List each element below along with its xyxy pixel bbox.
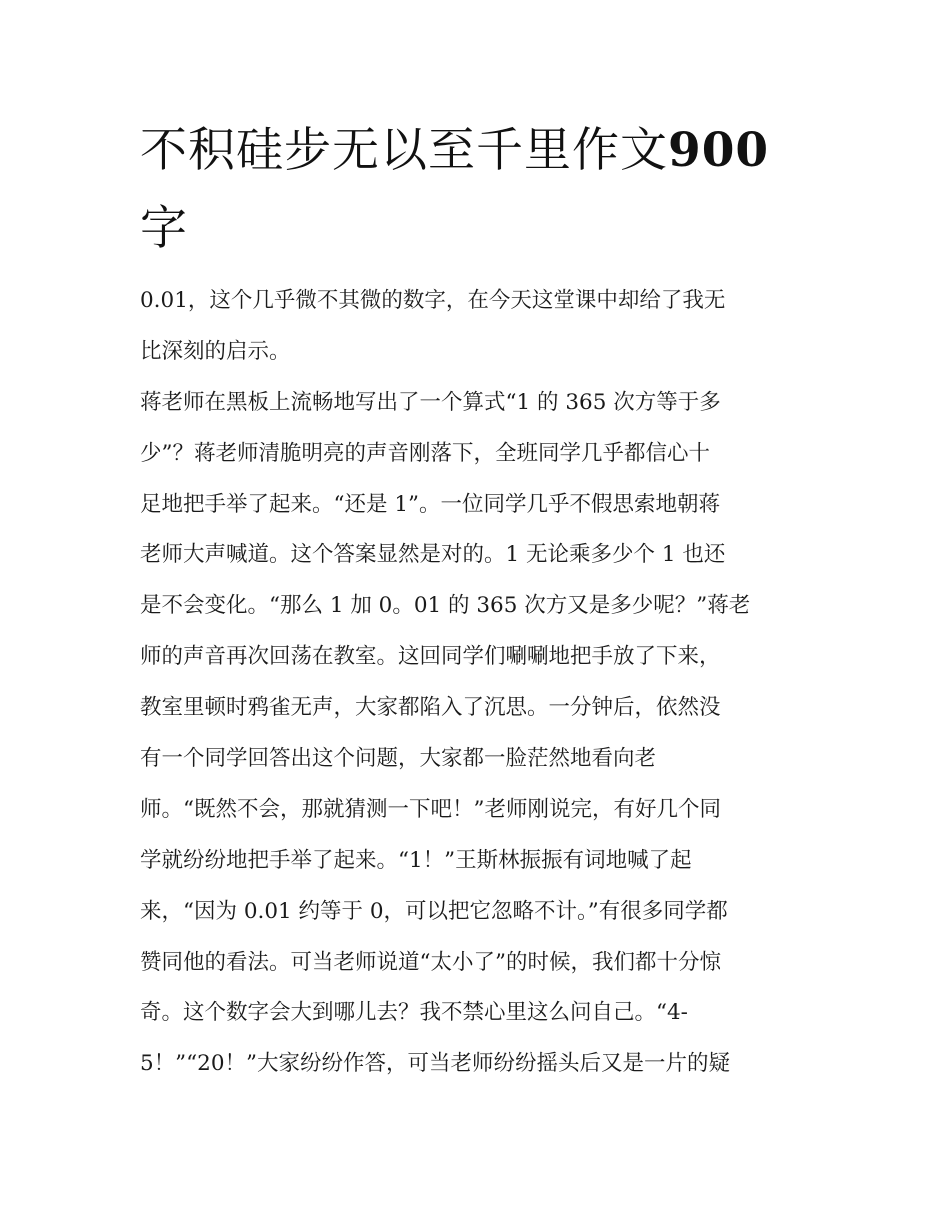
- text-line: 蒋老师在黑板上流畅地写出了一个算式“1 的 365 次方等于多: [140, 389, 721, 415]
- essay-body: [140, 276, 812, 1090]
- text-line: 老师大声喊道。这个答案显然是对的。1 无论乘多少个 1 也还: [140, 542, 726, 568]
- text-line: 5！”“20！”大家纷纷作答，可当老师纷纷摇头后又是一片的疑: [140, 1051, 731, 1077]
- text-line: 有一个同学回答出这个问题，大家都一脸茫然地看向老: [140, 746, 657, 772]
- text-line: 师的声音再次回荡在教室。这回同学们唰唰地把手放了下来，: [140, 644, 721, 670]
- text-line: 少”？蒋老师清脆明亮的声音刚落下，全班同学几乎都信心十: [140, 440, 710, 466]
- text-line: 学就纷纷地把手举了起来。“1！”王斯林振振有词地喊了起: [140, 847, 692, 873]
- title-tail: 字: [140, 201, 188, 256]
- text-line: 师。“既然不会，那就猜测一下吧！”老师刚说完，有好几个同: [140, 796, 721, 822]
- title-text: 不积硅步无以至千里作文: [140, 123, 668, 178]
- text-line: 奇。这个数字会大到哪儿去？我不禁心里这么问自己。“4-: [140, 1000, 688, 1026]
- title-number: 900: [668, 123, 770, 178]
- text-line: 足地把手举了起来。“还是 1”。一位同学几乎不假思索地朝蒋: [140, 491, 720, 517]
- text-line: 是不会变化。“那么 1 加 0。01 的 365 次方又是多少呢？”蒋老: [140, 593, 751, 619]
- page-title: [140, 112, 820, 268]
- text-line: 教室里顿时鸦雀无声，大家都陷入了沉思。一分钟后，依然没: [140, 695, 721, 721]
- text-line: 比深刻的启示。: [140, 338, 291, 364]
- text-line: 赞同他的看法。可当老师说道“太小了”的时候，我们都十分惊: [140, 949, 721, 975]
- text-line: 来，“因为 0.01 约等于 0，可以把它忽略不计。”有很多同学都: [140, 898, 728, 924]
- text-line: 0.01，这个几乎微不其微的数字，在今天这堂课中却给了我无: [140, 288, 726, 313]
